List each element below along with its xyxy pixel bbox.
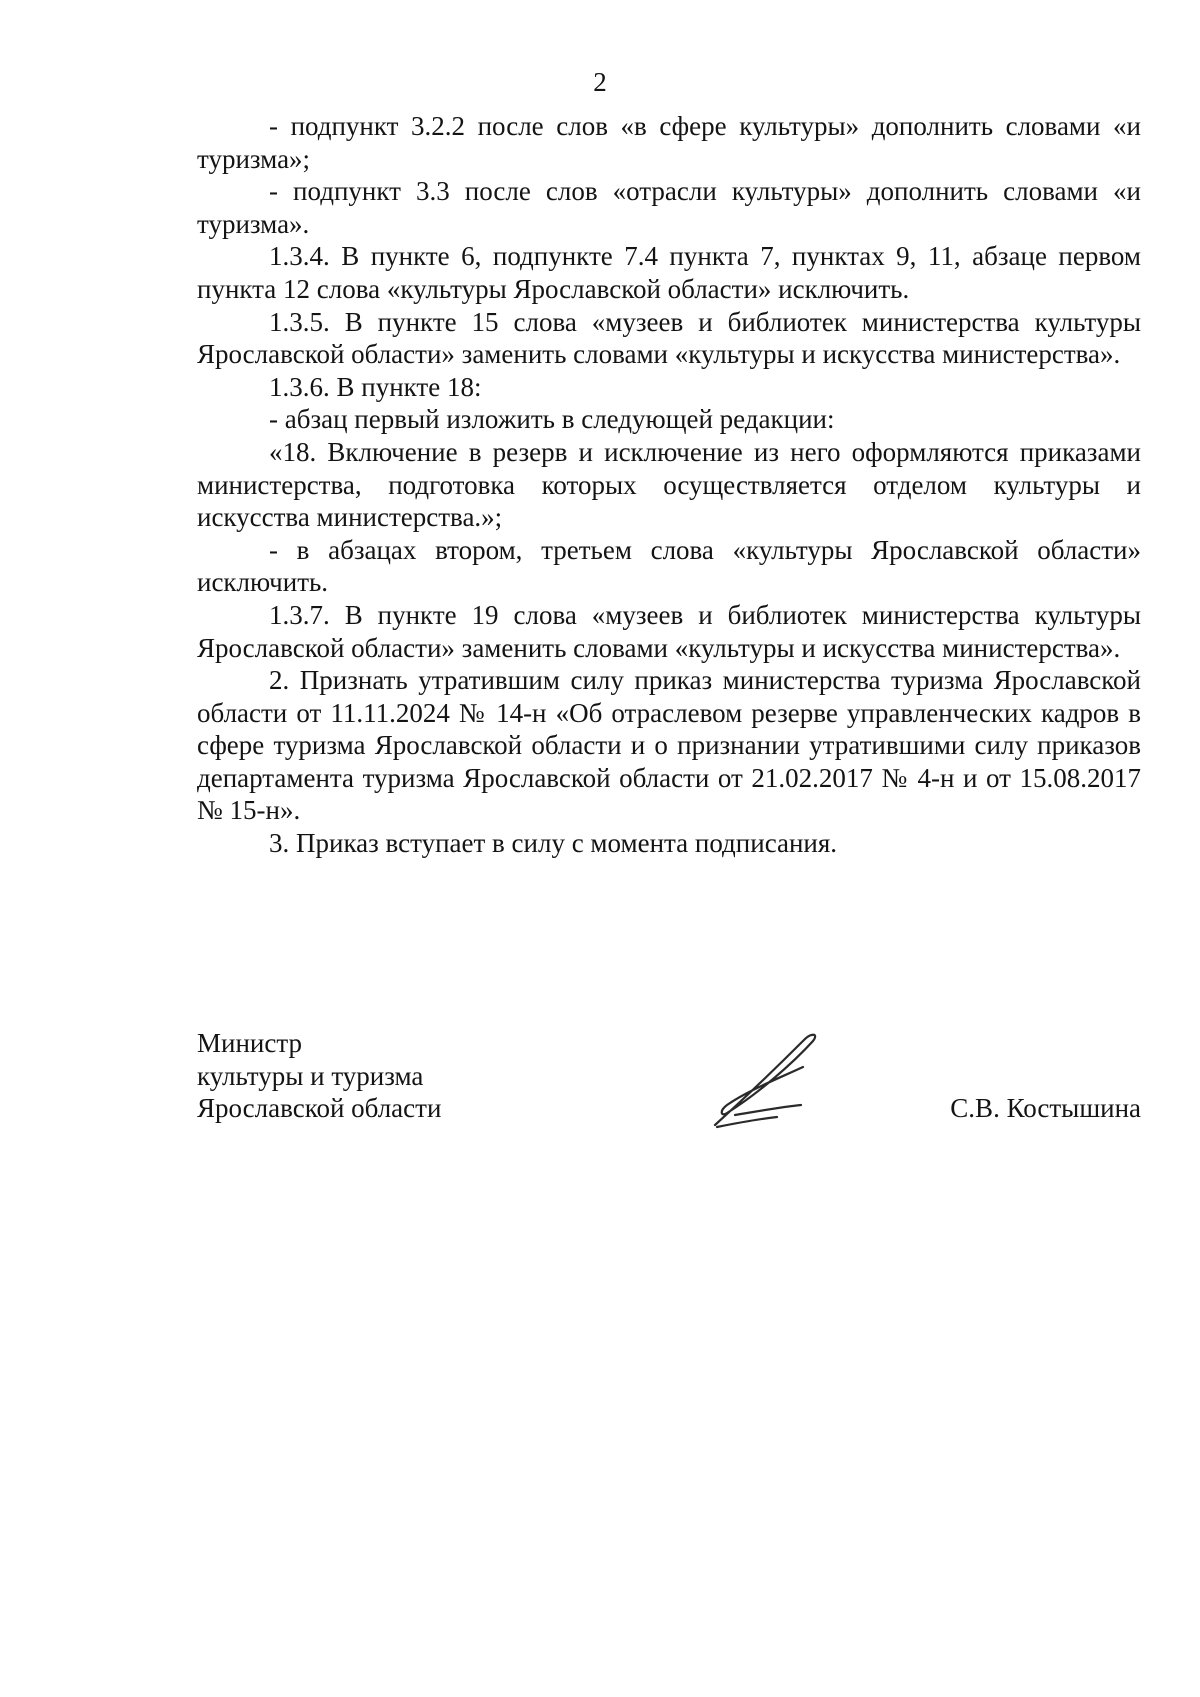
paragraph: «18. Включение в резерв и исключение из него оформляются приказами министерства, подготовка которых осуществляется отделом культуры и искусства министерства.»;	[197, 436, 1141, 533]
signatory-title-line: Ярославской области	[197, 1093, 442, 1124]
paragraph: - абзац первый изложить в следующей редакции:	[269, 404, 835, 435]
paragraph: 2. Признать утратившим силу приказ министерства туризма Ярославской области от 11.11.2024 № 14-н «Об отраслевом резерве управленческих кадров в сфере туризма Ярославской области и о признании утратившими силу приказов департамента туризма Ярославской области от 21.02.2017 № 4-н и от 15.08.2017 № 15-н».	[197, 665, 1141, 826]
signatory-title-line: культуры и туризма	[197, 1060, 424, 1091]
signatory-title	[197, 1027, 441, 1125]
signatory-name: С.В. Костышина	[950, 1093, 1141, 1123]
signatory-title-line: Министр	[197, 1028, 302, 1058]
page-number: 2	[593, 67, 607, 97]
paragraph: - в абзацах втором, третьем слова «культуры Ярославской области» исключить.	[197, 534, 1141, 598]
paragraph: 1.3.6. В пункте 18:	[269, 371, 482, 402]
handwritten-signature	[707, 1027, 837, 1137]
paragraph: - подпункт 3.2.2 после слов «в сфере культуры» дополнить словами «и туризма»;	[197, 111, 1141, 174]
paragraph: - подпункт 3.3 после слов «отрасли культуры» дополнить словами «и туризма».	[197, 176, 1141, 239]
signature-block	[197, 1027, 1141, 1147]
paragraph: 1.3.7. В пункте 19 слова «музеев и библиотек министерства культуры Ярославской области» заменить словами «культуры и искусства министерства».	[197, 599, 1141, 663]
document-body	[197, 110, 1141, 860]
paragraph: 1.3.5. В пункте 15 слова «музеев и библиотек министерства культуры Ярославской области» заменить словами «культуры и искусства министерства».	[197, 306, 1141, 370]
paragraph: 3. Приказ вступает в силу с момента подписания.	[269, 828, 838, 859]
paragraph: 1.3.4. В пункте 6, подпункте 7.4 пункта 7, пунктах 9, 11, абзаце первом пункта 12 слова «культуры Ярославской области» исключить.	[197, 241, 1141, 304]
